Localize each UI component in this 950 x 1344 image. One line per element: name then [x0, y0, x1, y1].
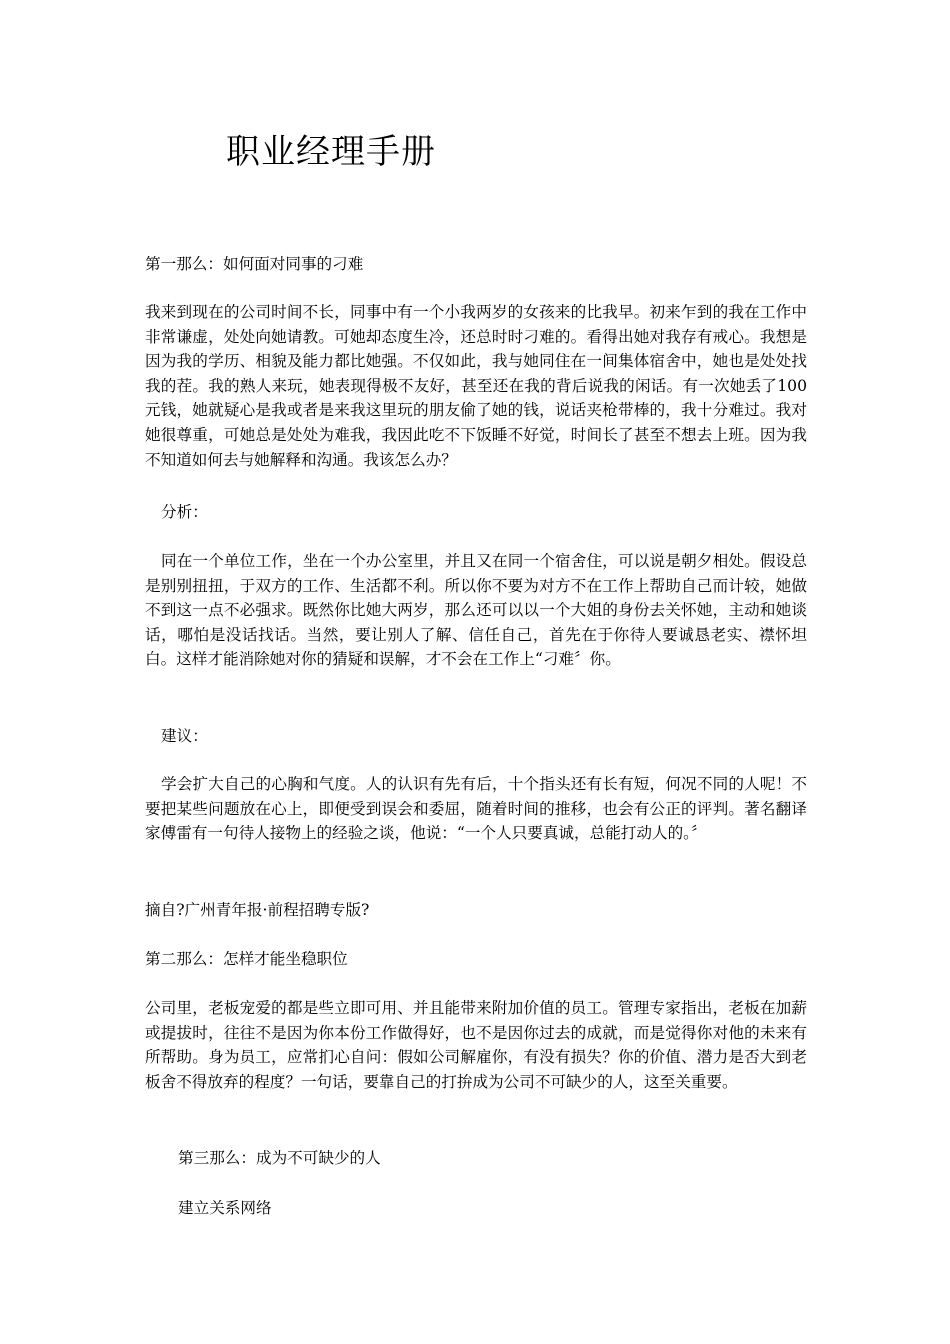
section3-heading: 第三那么：成为不可缺少的人 — [178, 1149, 381, 1167]
source-line: 摘自?广州青年报·前程招聘专版? — [145, 901, 370, 919]
document-title: 职业经理手册 — [226, 132, 436, 172]
section1-paragraph: 我来到现在的公司时间不长，同事中有一个小我两岁的女孩来的比我早。初来乍到的我在工作中非常谦虚，处处向她请教。可她却态度生冷，还总时时刁难的。看得出她对我存有戒心。我想是因为我的学历、相貌及能力都比她强。不仅如此，我与她同住在一间集体宿舍中，她也是处处找我的茬。我的熟人来玩，她表现得极不友好，甚至还在我的背后说我的闲话。有一次她丢了100元钱，她就疑心是我或者是来我这里玩的朋友偷了她的钱，说话夹枪带棒的，我十分难过。我对她很尊重，可她总是处处为难我，我因此吃不下饭睡不好觉，时间长了甚至不想去上班。因为我不知道如何去与她解释和沟通。我该怎么办？ — [145, 303, 807, 469]
section2-heading: 第二那么：怎样才能坐稳职位 — [145, 950, 348, 968]
advice-paragraph: 学会扩大自己的心胸和气度。人的认识有先有后，十个指头还有长有短，何况不同的人呢！不要把某些问题放在心上，即便受到误会和委屈，随着时间的推移，也会有公正的评判。著名翻译家傅雷有一句待人接物上的经验之谈，他说：“一个人只要真诚，总能打动人的。〞 — [145, 775, 807, 843]
analysis-paragraph: 同在一个单位工作，坐在一个办公室里，并且又在同一个宿舍住，可以说是朝夕相处。假设总是别别扭扭，于双方的工作、生活都不利。所以你不要为对方不在工作上帮助自己而计较，她做不到这一点不必强求。既然你比她大两岁，那么还可以以一个大姐的身份去关怀她，主动和她谈话，哪怕是没话找话。当然，要让别人了解、信任自己，首先在于你待人要诚恳老实、襟怀坦白。这样才能消除她对你的猜疑和误解，才不会在工作上“刁难〞你。 — [145, 552, 807, 669]
section1-heading: 第一那么：如何面对同事的刁难 — [145, 255, 364, 273]
section2-paragraph: 公司里，老板宠爱的都是些立即可用、并且能带来附加价值的员工。管理专家指出，老板在加薪或提拔时，往往不是因为你本份工作做得好，也不是因你过去的成就，而是觉得你对他的未来有所帮助。身为员工，应常扪心自问：假如公司解雇你，有没有损失？你的价值、潜力是否大到老板舍不得放弃的程度？一句话，要靠自己的打拚成为公司不可缺少的人，这至关重要。 — [145, 999, 807, 1091]
analysis-label: 分析： — [161, 503, 208, 521]
advice-label: 建议： — [161, 727, 208, 745]
subheading: 建立关系网络 — [178, 1199, 272, 1217]
